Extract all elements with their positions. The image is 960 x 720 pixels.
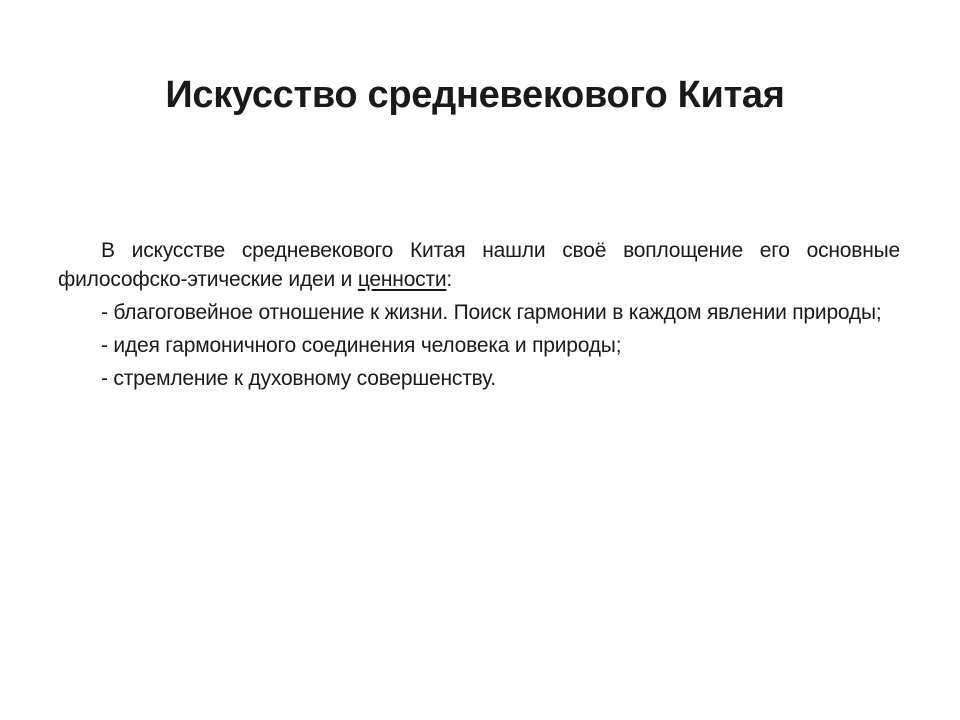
intro-text: В искусстве средневекового Китая нашли своё воплощение его основные философско-этические идеи и	[58, 239, 900, 291]
point-item: - благоговейное отношение к жизни. Поиск гармонии в каждом явлении природы;	[101, 301, 882, 324]
point-item: - идея гармоничного соединения человека и природы;	[101, 334, 622, 357]
values-link[interactable]: ценности	[357, 268, 447, 291]
slide-body	[58, 236, 900, 397]
intro-colon: :	[446, 268, 453, 291]
intro-paragraph	[58, 236, 900, 294]
point-item: - стремление к духовному совершенству.	[101, 367, 496, 390]
slide-title: Искусство средневекового Китая	[165, 74, 785, 116]
